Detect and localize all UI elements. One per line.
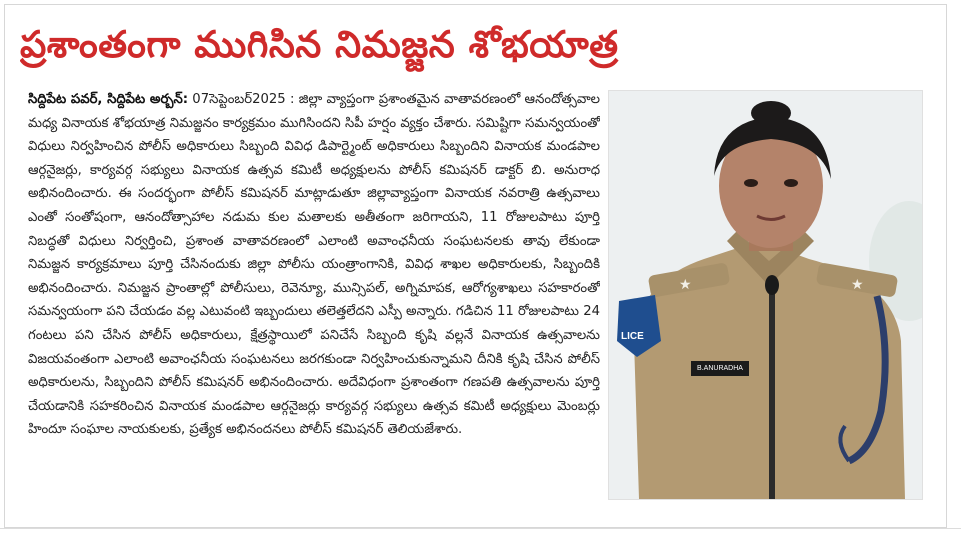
shoulder-badge-text: LICE bbox=[621, 331, 644, 342]
svg-text:★: ★ bbox=[851, 277, 864, 293]
dateline: సిద్దిపేట పవర్, సిద్దిపేట అర్బన్: bbox=[28, 92, 189, 107]
name-tag: B.ANURADHA bbox=[691, 361, 749, 376]
article-body bbox=[28, 88, 600, 508]
article-text: జిల్లా వ్యాప్తంగా ప్రశాంతమైన వాతావరణంలో ఆనందోత్సవాల మధ్య వినాయక శోభయాత్ర నిమజ్జనం కార్యక్రమం ముగిసిందని సిపీ హర్షం వ్యక్తం చేశారు. సమిష్టిగా సమన్వయంతో విధులు నిర్వహించిన పోలీస్ అధికారులు సిబ్బంది వివిధ డిపార్ట్మెంట్ అధికారులు సిబ్బందిని వినాయక మండపాల ఆర్గనైజర్లు, కార్యవర్గ సభ్యులు వినాయక ఉత్సవ కమిటీ అధ్యక్షులను పోలీస్ కమిషనర్ డాక్టర్ బి. అనురాధ అభినందించారు. ఈ సందర్భంగా పోలీస్ కమిషనర్ మాట్లాడుతూ జిల్లావ్యాప్తంగా వినాయక నవరాత్రి ఉత్సవాలు ఎంతో సంతోషంగా, ఆనందోత్సాహాల నడుమ కుల మతాలకు అతీతంగా జరిగాయని, 11 రోజులపాటు పూర్తి నిబద్ధతో విధులు నిర్వర్తించి, ప్రశాంత వాతావరణంలో ఎలాంటి అవాంఛనీయ సంఘటనలకు తావు లేకుండా నిమజ్జన కార్యక్రమాలు పూర్తి చేసినందుకు జిల్లా పోలీసు యంత్రాంగానికి, వివిధ శాఖల అధికారులకు, సిబ్బందికి అభినందించారు. నిమజ్జన ప్రాంతాల్లో పోలీసులు, రెవెన్యూ, మున్సిపల్, అగ్నిమాపక, ఆరోగ్యశాఖలు సహకారంతో సమన్వయంగా పని చేయడం వల్ల ఎటువంటి ఇబ్బందులు తలెత్తలేదని ఎస్పీ అన్నారు. గడిచిన 11 రోజులపాటు 24 గంటలు పని చేసిన పోలీస్ అధికారులు, క్షేత్రస్థాయిలో పనిచేసే సిబ్బంది కృషి వల్లనే వినాయక ఉత్సవాలను విజయవంతంగా ఎలాంటి అవాంఛనీయ సంఘటనలు జరగకుండా నిర్వహించుకున్నామని దీనికి కృషి చేసిన పోలీస్ అధికారులను, సిబ్బందిని పోలీస్ కమిషనర్ అభినందించారు. అదేవిధంగా ప్రశాంతంగా గణపతి ఉత్సవాలను పూర్తి చేయడానికి సహకరించిన వినాయక మండపాల ఆర్గనైజర్లు కార్యవర్గ సభ్యులు ఉత్సవ కమిటీ అధ్యక్షులు మెంబర్లు హిందూ సంఘాల నాయకులకు, ప్రత్యేక అభినందనలు పోలీస్ కమిషనర్ తెలియజేశారు. bbox=[28, 92, 600, 438]
microphone-icon bbox=[609, 91, 922, 499]
article-date: 07సెప్టెంబర్2025 : bbox=[188, 92, 299, 107]
headline: ప్రశాంతంగా ముగిసిన నిమజ్జన శోభయాత్ర bbox=[20, 23, 619, 66]
svg-text:★: ★ bbox=[679, 277, 692, 293]
commissioner-photo bbox=[608, 90, 923, 500]
bottom-rule bbox=[0, 528, 961, 529]
